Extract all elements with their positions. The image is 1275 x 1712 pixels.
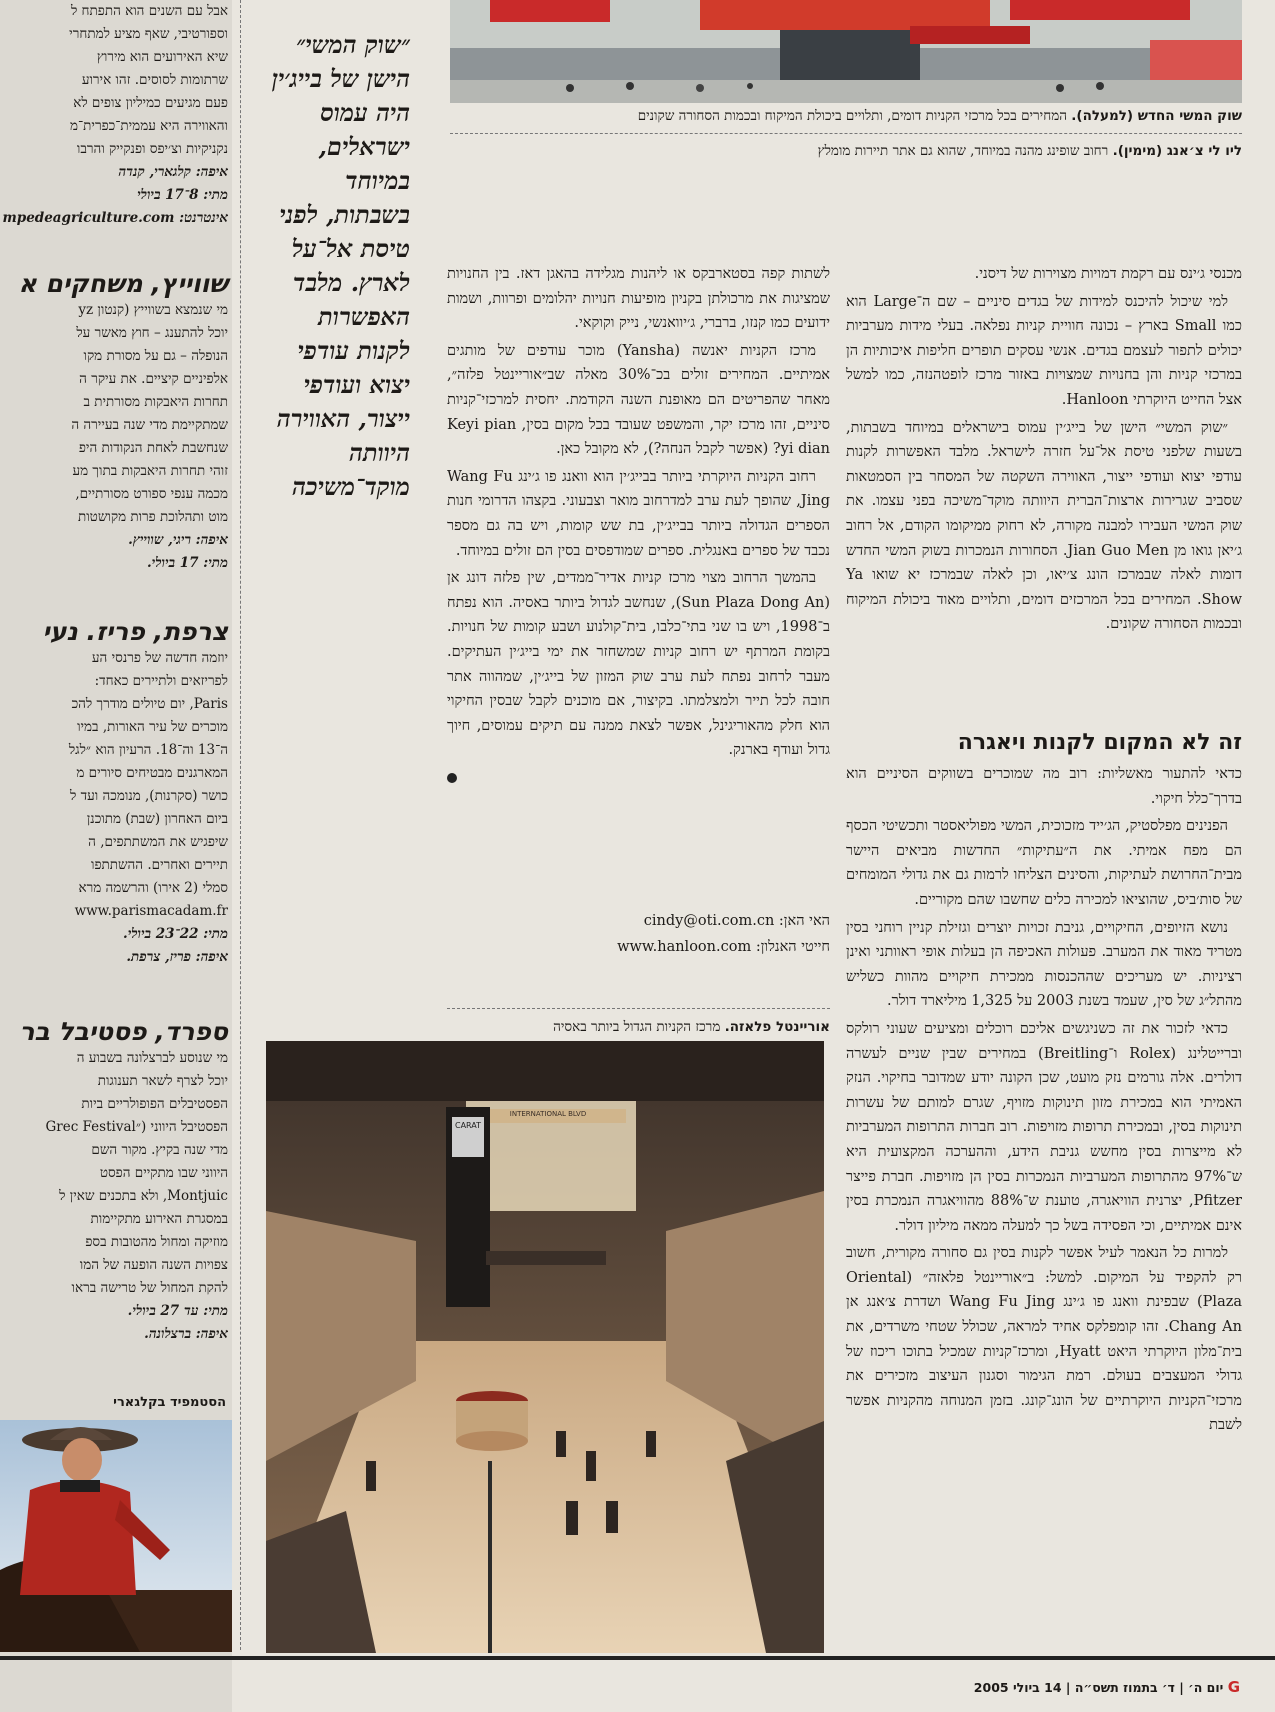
left-line: נקניקיות וצ׳יפס ופנקייק והרבו: [76, 141, 228, 157]
left-where: איפה: ריגי, שווייץ.: [128, 532, 228, 548]
left-line: שנחשבת לאחת הנקודות היפ: [78, 440, 228, 456]
section-letter: G: [1227, 1678, 1240, 1696]
left-line: שיא האירועים הוא מירוץ: [96, 49, 228, 65]
contact-label: חייטי האנלון:: [755, 939, 830, 955]
left-line: שיפגיש את המשתתפים, ה: [88, 834, 228, 850]
left-line: מי שנמצא בשווייץ (קנטון yz: [78, 302, 228, 318]
left-line: מדי שנה בקיץ. מקור השם: [91, 1142, 228, 1158]
contact-line: [447, 908, 830, 934]
left-line: Paris, יום טיולים מודרך להכ: [71, 696, 228, 712]
stampede-photo: [0, 1420, 232, 1652]
paragraph: רחוב הקניות היוקרתי ביותר בבייג׳ין הוא וואנג פו ג׳ינג Wang Fu Jing, שהופך לעת ערב למדרחוב מואר וצבעוני. בקצהו הדרומי חנות הספרים הגדולה ביותר בבייג׳ין, בת שש קומות, ויש בה גם מספר נכבד של ספרים באנגלית. ספרים שמודפסים בסין הם זולים במיוחד.: [447, 468, 830, 559]
left-line: אלפיניים קיציים. את עיקר ה: [79, 371, 228, 387]
left-line: פעם מגיעים כמיליון צופים לא: [73, 95, 228, 111]
liulichang-caption: [450, 142, 1242, 160]
left-block-2: [2, 269, 228, 575]
contact-website[interactable]: www.hanloon.com: [617, 939, 752, 955]
left-line: הפסטיבלים הפופולריים ביות: [81, 1096, 228, 1112]
left-line: צפויות השנה הופעה של המו: [79, 1257, 228, 1273]
caption-title: ליו לי צ׳אנג (מימין).: [1112, 143, 1242, 159]
paragraph: כדאי לזכור את זה כשניגשים אליכם רוכלים ומציעים שעוני רולקס וברייטלינג (Rolex ו־Breitling) במחירים שבין שניים לעשרה דולרים. אלה גורמים נזק מועט, שכן הקונה יודע שמדובר בחיקוי. הנזק האמיתי הוא במכירת מזון תינוקות מזויף, שגרם למותם של עשרות תינוקות בסין, ובמכירת תרופות מזויפות. רוב חברות התרופות המערביות לא מייצרות בסין מחשש גניבת הידע, וההערכה המקצועית היא ש־97% מהתרופות המערביות הנמכרות בסין הן מזויפות. חברת פייצר Pfitzer, יצרנית הוויאגרה, טוענת ש־88% מהוויאגרה הנמכרת בסין אינם אמיתיים, וכי הפסידה בשל כך למעלה ממאה מיליון דולר.: [846, 1020, 1242, 1234]
left-line: לפריזאים ולתיירים כאחד:: [94, 673, 228, 689]
paragraph: ״שוק המשי״ הישן של בייג׳ין עמוס בישראלים במיוחד בשבתות, בשעות שלפני טיסת אל־על חזרה לישראל. מלבד האפשרות לקנות עודפי יצוא ועודפי ייצור, האווירה השקטה של המסחר בין הסמטאות שסביב שגרירות ארצות־הברית היוותה מוקד־משיכה בפני עצמו. את שוק המשי העבירו למבנה מקורה, לא רחוק ממיקומו הקודם, אל רחוב ג׳יאן גואו מן Jian Guo Men. הסחורות הנמכרות בשוק המשי החדש דומות לאלה שבמרכז הונג צ׳יאו, וכן לאלה שבמרכז יא שואו Ya Show. המחירים בכל המרכזים דומים, ותלויים מאוד ביכולת המיקוח ובכמות הסחורה שקונים.: [846, 419, 1242, 633]
left-line: יוזמה חדשה של פרנסי הע: [91, 650, 228, 666]
paragraph: לשתות קפה בסטארבקס או ליהנות מגלידה בהאגן דאז. בין החנויות שמציגות את מרכולתן בקניון מופיעות חנויות יהלומים ופרוות, ושמות ידועים כמו קנזו, ברברי, ג׳יוואנשי, נייק וקוקאי.: [447, 266, 830, 332]
section-divider: [447, 1008, 830, 1009]
left-line: תיירים ואחרים. ההשתתפו: [90, 857, 228, 873]
caption-title: אוריינטל פלאזה.: [724, 1019, 830, 1035]
left-heading: ספרד, פסטיבל בר: [19, 1017, 228, 1046]
left-line: מכמה ענפי ספורט מסורתיים,: [75, 486, 228, 502]
column-divider: [240, 0, 241, 1650]
end-mark-icon: [447, 773, 457, 783]
caption-divider: [450, 133, 1242, 134]
left-line: יוכל לצרף לשאר תענוגות: [97, 1073, 228, 1089]
caption-body: מרכז הקניות הגדול ביותר באסיה: [553, 1019, 725, 1035]
mall-interior-illustration: [266, 1041, 824, 1653]
left-line: שרתומות לסוסים. זהו אירוע: [81, 72, 228, 88]
left-where: איפה: ברצלונה.: [144, 1326, 228, 1342]
middle-column: [447, 262, 830, 790]
contacts-box: [447, 908, 830, 960]
left-web: אינטרנט: mpedeagriculture.com: [2, 210, 228, 226]
left-line: וספורטיבי, שאף מציע למתחרי: [69, 26, 228, 42]
rider-illustration: [0, 1420, 232, 1652]
paragraph: מכנסי ג׳ינס עם רקמת דמויות מצוירות של דיסני.: [974, 266, 1242, 282]
end-of-article: [447, 766, 830, 791]
left-line: הנופלה – גם על מסורת מקו: [83, 348, 228, 364]
left-when: מתי: 8־17 ביולי: [137, 187, 228, 203]
left-where: איפה: פריז, צרפת.: [126, 949, 228, 965]
left-line: www.parismacadam.fr: [74, 903, 228, 919]
paragraph: למרות כל הנאמר לעיל אפשר לקנות בסין גם סחורה מקורית, חשוב רק להקפיד על המיקום. למשל: ב״אוריינטל פלאזה״ (Oriental Plaza) שבפינת וואנג פו ג׳ינג Wang Fu Jing ושדרת צ׳אנג אן Chang An. זהו קומפלקס אחיד למראה, שכולל שטחי משרדים, את בית־מלון היוקרתי היאט Hyatt, ומרכז־קניות שמכיל בתוכו ריכוז של גדולי המעצבים בעולם. רמת הגימור וסגנון העיצוב מזכירים את מרכזי־הקניות היוקרתיים של הונג־קונג. בזמן המנוחה מהקניות אפשר לשבת: [846, 1245, 1242, 1434]
issue-date: יום ה׳ | ד׳ בתמוז תשס״ה | 14 ביולי 2005: [973, 1680, 1224, 1695]
right-column-bottom: [846, 762, 1242, 1441]
contact-email[interactable]: cindy@oti.com.cn: [643, 913, 775, 929]
left-line: שמתקיימת מדי שנה בעיירה ה: [71, 417, 228, 433]
caption-body: המחירים בכל מרכזי הקניות דומים, ותלויים ביכולת המיקוח ובכמות הסחורה שקונים: [637, 108, 1072, 124]
left-when: מתי: 17 ביולי.: [146, 555, 228, 571]
left-line: מי שנוסע לברצלונה בשבוע ה: [76, 1050, 228, 1066]
left-when: מתי: 22־23 ביולי.: [123, 926, 228, 942]
oriental-plaza-caption: [447, 1018, 830, 1036]
paragraph: נושא הזיופים, החיקויים, גניבת זכויות יוצרים וגזילת קניין רוחני בסין מטריד מאוד את המערב. פעולות האכיפה הן בעלות אופי ראוותני ואינן רציניות. יש מעריכים שההכנסות ממכירת חיקויים מהוות כשליש מהתל״ג של סין, שעמד בשנת 2003 על 1,325 מיליארד דולר.: [846, 919, 1242, 1010]
left-block-4: [2, 1017, 228, 1346]
left-heading: שווייץ, משחקים א: [18, 269, 228, 298]
left-line: להקת המחול של טרישה בראו: [71, 1280, 228, 1296]
oriental-plaza-photo: [266, 1041, 824, 1653]
silk-market-illustration: [450, 0, 1242, 103]
left-line: המארגנים מבטיחים סיורים מ: [76, 765, 228, 781]
section-subheading: זה לא המקום לקנות ויאגרה: [957, 730, 1242, 755]
page-footer: [860, 1678, 1240, 1696]
left-line: היווני שבו מתקיים הפסט: [99, 1165, 228, 1181]
left-line: והאווירה היא עממית־כפרית־מ: [70, 118, 228, 134]
left-heading: צרפת, פריז. נעי: [42, 617, 228, 646]
footer-rule: [0, 1656, 1275, 1660]
left-block-1: [2, 0, 228, 230]
left-line: אבל עם השנים הוא התפתח ל: [70, 3, 228, 19]
left-when: מתי: עד 27 ביולי.: [127, 1303, 228, 1319]
mall-sign: INTERNATIONAL BLVD: [509, 1110, 587, 1118]
left-line: מוט ותהלוכת פרות מקושטות: [77, 509, 228, 525]
contact-line: [447, 934, 830, 960]
left-photo-caption: הסטמפיד בקלגארי: [113, 1395, 226, 1410]
left-line: במסגרת האירוע מתקיימות: [90, 1211, 228, 1227]
left-line: זוהי תחרות היאבקות בתוך מע: [72, 463, 228, 479]
left-line: Montjuic, ולא בתכנים שאין ל: [59, 1188, 228, 1204]
caption-title: שוק המשי החדש (למעלה).: [1071, 108, 1242, 124]
left-line: כושר (סקרנות), מנומכה ועד ל: [70, 788, 228, 804]
left-line: ביום האחרון (שבת) מתוכנן: [86, 811, 228, 827]
store-sign: CARAT: [454, 1121, 482, 1130]
silk-market-photo: [450, 0, 1242, 103]
left-where: איפה: קלגארי, קנדה: [118, 164, 228, 180]
left-line: תחרות היאבקות מסורתית ב: [83, 394, 228, 410]
left-block-3: [2, 617, 228, 969]
caption-body: רחוב שופינג מהנה במיוחד, שהוא גם אתר תיירות מומלץ: [817, 143, 1113, 159]
left-line: ה־13 וה־18. הרעיון הוא ״לגל: [68, 742, 228, 758]
adjacent-column: [0, 0, 232, 1712]
right-column-top: [846, 262, 1242, 640]
pull-quote: ״שוק המשי״ הישן של בייג׳ין היה עמוס ישראלים, במיוחד בשבתות, לפני טיסת אל־על לארץ. מלבד האפשרות לקנות עודפי יצוא ועודפי ייצור, האווירה היוותה מוקד־משיכה: [271, 30, 410, 501]
paragraph: מרכז הקניות יאנשה (Yansha) מוכר עודפים של מותגים אמיתיים. המחירים זולים בכ־30% מאלה שב״אוריינטל פלזה״, מאחר שהפריטים הם מאופנת השנה הקודמת. יחסית למרכזי־קניות סיניים, זהו מרכז יקר, והמשפט שעובד בכל מקום בסין, Keyi pian yi dian? (אפשר לקבל הנחה?), לא מקובל כאן.: [447, 342, 830, 458]
paragraph: הפנינים מפלסטיק, הג׳ייד מזכוכית, המשי מפוליאסטר ותכשיטי הכסף הם מפח אמיתי. את ה״עתיקות״ החדשות מביאים היישר מבית־החרושת לעתיקות, והסינים הצליחו לרמות גם את גדולי המומחים של סות׳ביס, שהוציאו למכירה כלים שחשבו שהם מקוריים.: [846, 818, 1242, 908]
silk-market-caption: [450, 107, 1242, 125]
left-line: מוכרים של עיר האורות, במיו: [77, 719, 228, 735]
contact-label: האי האן:: [778, 913, 830, 929]
left-line: יוכל להתענג – חוץ מאשר על: [76, 325, 228, 341]
paragraph: למי שיכול להיכנס למידות של בגדים סיניים – שם ה־Large הוא כמו Small בארץ – נכונה חוויית קניות נפלאה. בעלי מידות מערביות יכולים לתפור לעצמם בגדים. אנשי עסקים תופרים חליפות איכותיות הן במרכזי קניות והן בחנויות שמצויות באזור מרכז לופטהנזה, כמו למשל אצל החייט היוקרתי Hanloon.: [846, 293, 1242, 408]
paragraph: בהמשך הרחוב מצוי מרכז קניות אדיר־ממדים, שין פלזה דונג אן (Sun Plaza Dong An), שנחשב לגדול ביותר באסיה. הוא נפתח ב־1998, ויש בו שני בתי־כלבו, בית־קולנוע ושבע קומות של חנויות. בקומת המרתף יש רחוב קניות שמשחזר את ימי בייג׳ין העתיקים. מעבר לרחוב נפתח לעת ערב שוק המזון של בייג׳ין, שמהווה אתר חובה לכל תייר ולמצלמתו. בקיצור, אם מוכנים לקבל שבסין החיקוי הוא חלק מהאוריגינל, אפשר לצאת ממנה עם תיקים עמוסים, חיוך גדול ועודף בארנק.: [447, 570, 830, 759]
left-line: סמלי (2 אירו) והרשמה מרא: [78, 880, 228, 896]
left-line: מוזיקה ומחול מהטובות בספ: [85, 1234, 228, 1250]
paragraph: כדאי להתעור מאשליות: רוב מה שמוכרים בשווקים הסיניים הוא בדרך־כלל חיקוי.: [846, 766, 1242, 807]
left-line: הפסטיבל היווני (״Grec Festival: [45, 1119, 228, 1135]
